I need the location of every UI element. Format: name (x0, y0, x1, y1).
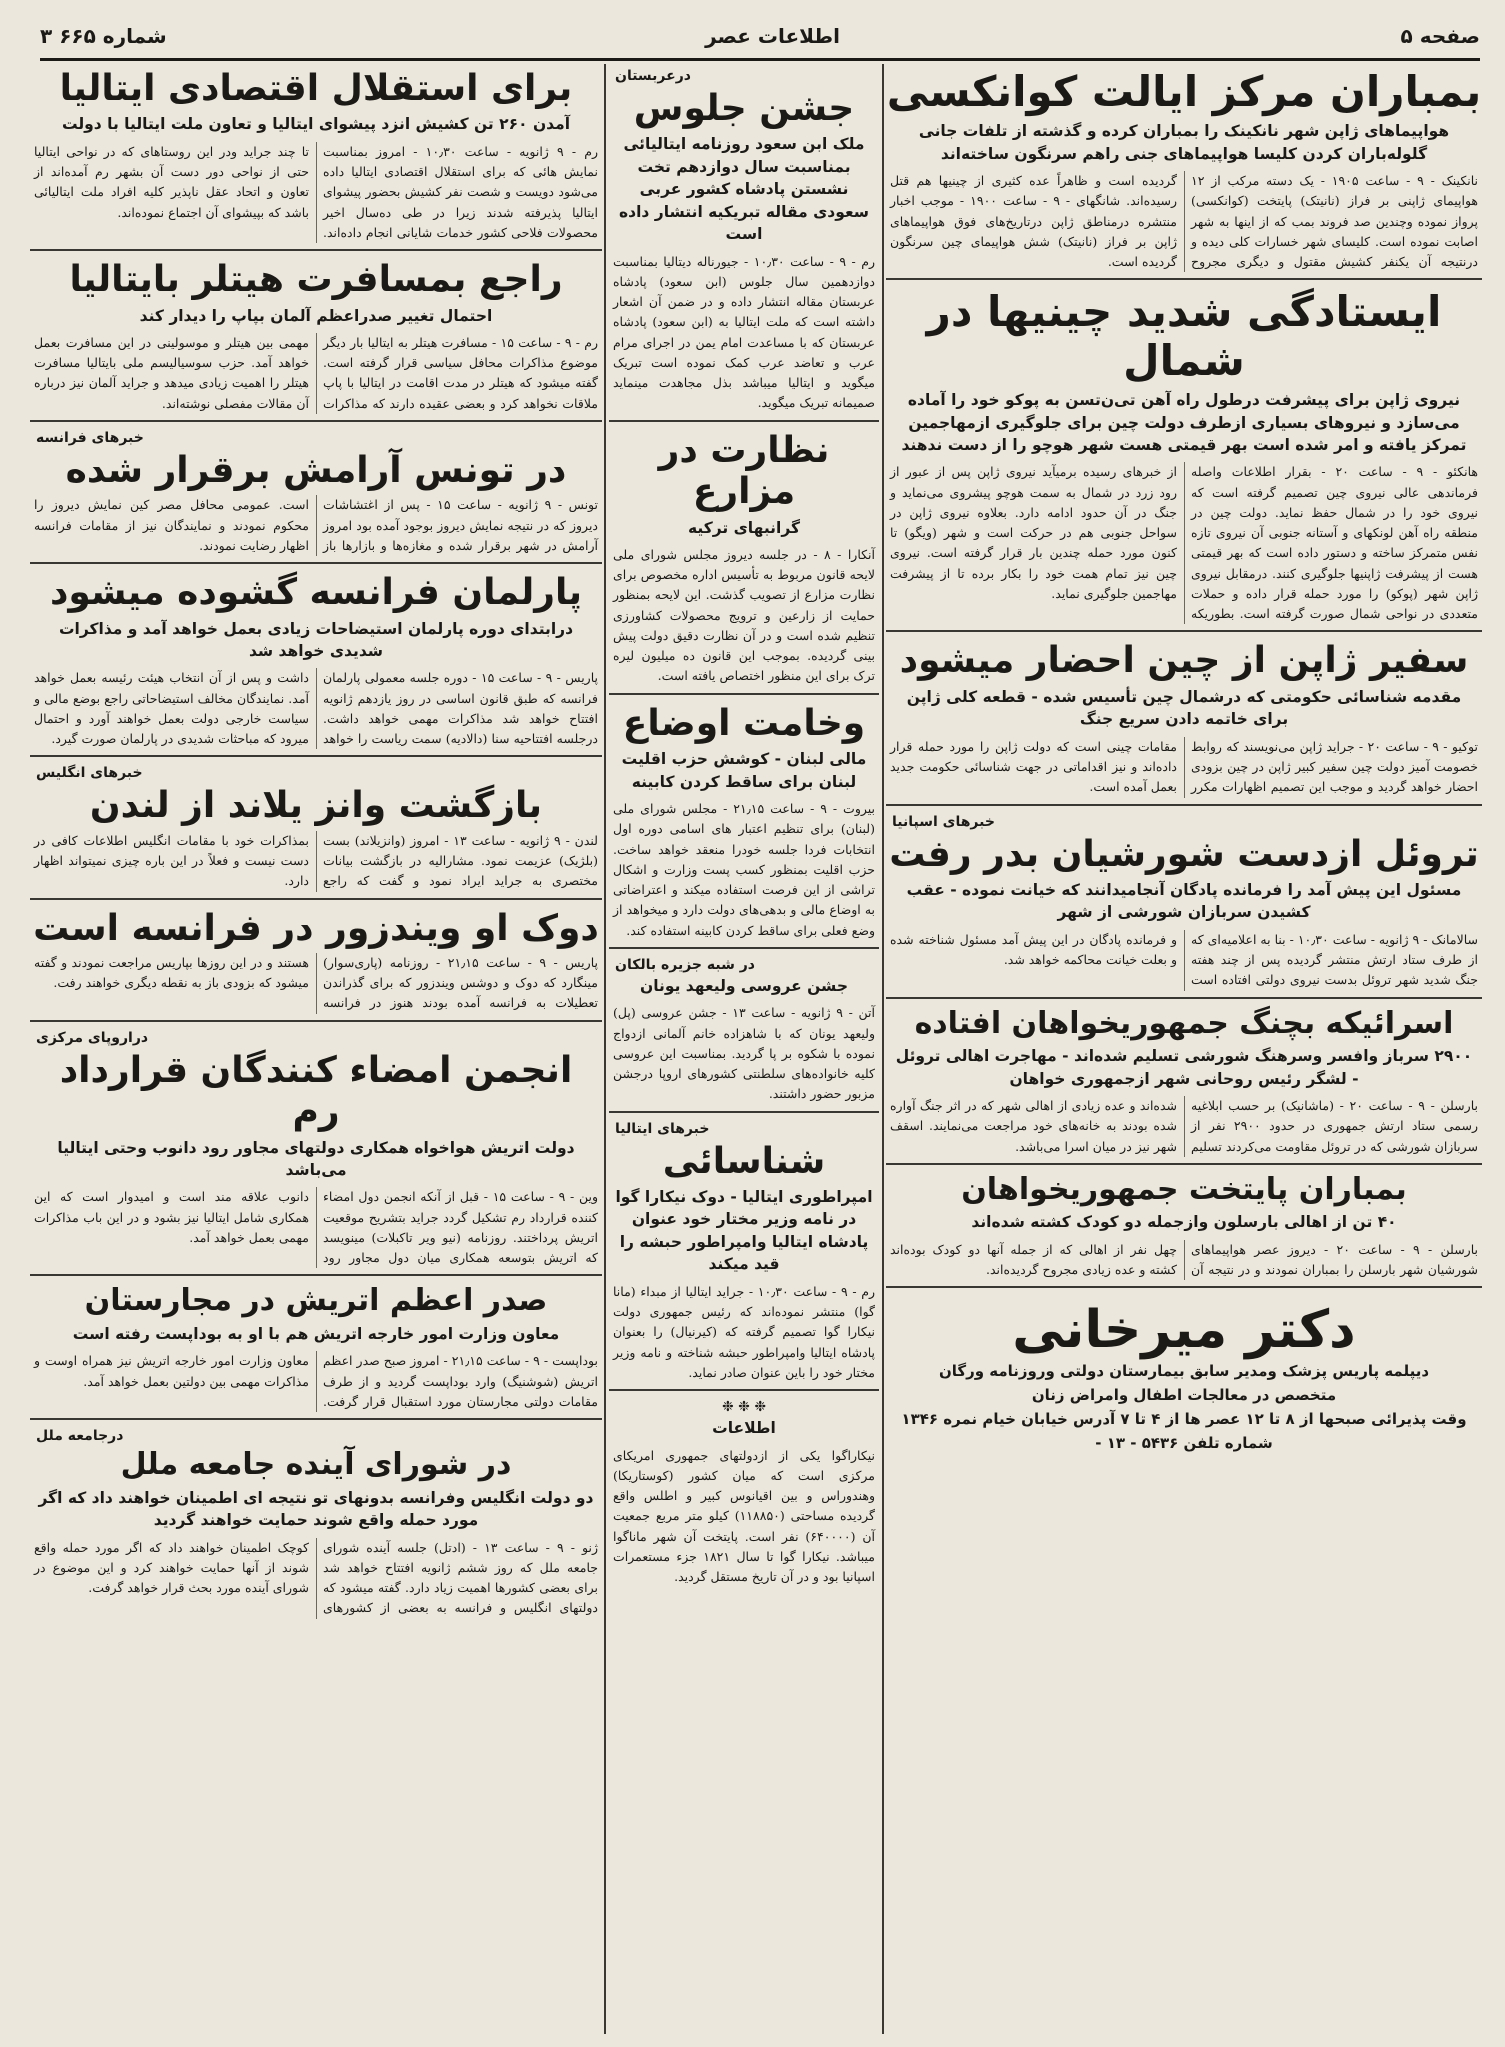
ad-line: شماره تلفن ۵۴۳۶ - ۱۳ - (1095, 1434, 1273, 1453)
ad-line: متخصص در معالجات اطفال وامراض زنان (1031, 1386, 1337, 1405)
subheadline: امپراطوری ایتالیا - دوک نیکارا گوا در نامه وزیر مختار خود عنوان پادشاه ایتالیا وامپراطور حبشه را قید میکند (615, 1187, 873, 1274)
headline: برای استقلال اقتصادی ایتالیا (59, 68, 573, 109)
headline: در تونس آرامش برقرار شده (65, 449, 567, 491)
subheadline: گرانبهای ترکیه (688, 518, 800, 537)
right-column (886, 64, 1482, 2034)
headline: نظارت در مزارع (658, 429, 830, 513)
article-tunis (30, 430, 602, 564)
article-body: نیکاراگوا یکی از ازدولتهای جمهوری امریکای مرکزی است که میان کشور (کوستاریکا) وهندوراس و بین اقیانوس کبیر و اطلس واقع گردیده مساحتی (۱۱۸۸۵۰) کیلو متر مربع جمعیت آن (۶۴۰۰۰۰) نفر است. پایتخت آن شهر ماناگوا میباشد. نیکارا گوا تا سال ۱۸۲۱ جزء مستعمرات اسپانیا بود و در آن تاریخ مستقل گردید. (613, 1447, 875, 1585)
article-body: بیروت - ۹ - ساعت ۲۱٫۱۵ - مجلس شورای ملی (لبنان) برای تنظیم اعتبار های اسامی دوره اول انتخابات فردا جلسه خودرا منعقد خواهد ساخت. حزب اقلیت بمنظور کسب پست وزارت و اشکال تراشی از این فرصت استفاده میکند و اعتراضاتی به اوضاع مالی و بدهی‌های دولت دارد و میخواهد از وضع فعلی برای ساقط کردن کابینه استفاده کند. (613, 801, 876, 938)
subheadline: دولت اتریش هواخواه همکاری دولتهای مجاور رود دانوب وحتی ایتالیا می‌باشد (57, 1138, 575, 1179)
subheadline: مالی لبنان - کوشش حزب اقلیت لبنان برای ساقط کردن کابینه (621, 750, 867, 791)
subheadline: هواپیماهای ژاپن شهر نانکینک را بمباران کرده و گذشته از تلفات جانی گلوله‌باران کردن کلیسا هواپیماهای جنی راهم سرنگون ساخته‌اند (918, 122, 1450, 163)
section-kicker: درعربستان (615, 68, 691, 84)
article-van-zeeland (30, 765, 602, 899)
ad-line: دیپلمه پاریس پزشک ومدیر سابق بیمارستان دولتی وروزنامه ورگان (938, 1362, 1430, 1381)
headline: تروئل ازدست شورشیان بدر رفت (889, 833, 1479, 875)
headline: بمباران مرکز ایالت کوانکسی (886, 67, 1482, 116)
article-prisoners (886, 1007, 1482, 1165)
article-italy-economy (30, 68, 602, 251)
headline: بازگشت وانز یلاند از لندن (89, 785, 543, 827)
headline: وخامت اوضاع (622, 702, 866, 744)
section-kicker: خبرهای انگلیس (36, 765, 143, 782)
subheadline: مقدمه شناسائی حکومتی که درشمال چین تأسیس شده - قطعه کلی ژاپن برای خاتمه دادن سریع جنگ (906, 687, 1462, 729)
subheadline: درابتدای دوره پارلمان استیضاحات زیادی بعمل خواهد آمد و مذاکرات شدیدی خواهد شد (58, 619, 574, 660)
article-league-of-nations (30, 1428, 602, 1624)
article-lebanon (609, 703, 879, 949)
article-body: پاریس - ۹ - ساعت ۲۱٫۱۵ - روزنامه (پاری‌سوار) مینگارد که دوک و دوشس ویندزور که برای گذراندن تعطیلات به فرانسه آمده بودند هنوز در فرانسه هستند و در این روزها بپاریس مراجعت نمودند و گفته میشود که بزودی باز به نقطه دیگری خواهند رفت. (34, 954, 598, 1011)
section-kicker: در شبه جزیره بالکان (615, 956, 755, 973)
headline: اطلاعات (712, 1419, 776, 1438)
article-body: وین - ۹ - ساعت ۱۵ - قبل از آنکه انجمن دول امضاء کننده قرارداد رم تشکیل گردد جراید بتشریح موقعیت اتریش پرداختند. روزنامه (نیو ویر تاکبلات) مینویسد که اتریش بتوسعه همکاری میان دول مجاور رود دانوب علاقه مند است و امیدوار است که این همکاری شامل ایتالیا نیز بشود و در این باب مذاکرات مهمی بعمل خواهد آمد. (34, 1189, 598, 1266)
middle-column (609, 64, 879, 2034)
article-body: نانکینک - ۹ - ساعت ۱۹۰۵ - یک دسته مرکب از ۱۲ هواپیمای ژاپنی بر فراز (نانیتک) پایتخت (کوانکسی) پرواز نموده وچندین صد فروند بمب که از اینها به شهر اصابت نموده است. کلیسای شهر خسارات کلی دیده و درنتیجه آن یکنفر کشیش مقتول و دیگری مجروح گردیده است و ظاهراً عده کثیری از چینیها هم قتل رسیده‌اند. شانگهای - ۹ - ساعت ۱۹۰۰ - موجب اخبار منتشره درمناطق ژاپن درتاریخ‌های فوق هواپیماهای ژاپن بر فراز (نانیتک) شش هواپیمای چین سرنگون گردیده است. (890, 173, 1478, 270)
headline: انجمن امضاء کنندگان قرارداد رم (59, 1049, 573, 1133)
headline: پارلمان فرانسه گشوده میشود (49, 572, 583, 614)
article-windsor (30, 908, 602, 1022)
article-chinese-resistance (886, 288, 1482, 632)
headline: اسرائیکه بچنگ جمهوریخواهان افتاده (914, 1005, 1454, 1041)
article-body: رم - ۹ - ساعت ۱۵ - مسافرت هیتلر به ایتالیا بار دیگر موضوع مذاکرات محافل سیاسی قرار گرفته است. گفته میشود که هیتلر در مدت اقامت در ایتالیا با پاپ ملاقات نخواهد کرد و بعضی عقیده دارند که مذاکرات مهمی بین هیتلر و موسولینی در این مسافرت بعمل خواهد آمد. حزب سوسیالیسم ملی بایتالیا مسافرت هیتلر را اهمیت زیادی میدهد و جراید آلمان نیز درباره آن مقالات مفصلی نوشته‌اند. (34, 334, 598, 411)
headline: سفیر ژاپن از چین احضار میشود (899, 640, 1469, 682)
article-body: تونس - ۹ ژانویه - ساعت ۱۵ - پس از اغتشاشات دیروز که در نتیجه نمایش دیروز بوجود آمده بود امروز آرامش در شهر برقرار شده و مغازه‌ها و بازارها باز است. عمومی محافل مصر کین نمایش دیروز را محکوم نمودند و نمایندگان نیز از مقامات فرانسه اظهار رضایت نمودند. (34, 497, 598, 553)
section-kicker: خبرهای اسپانیا (892, 813, 995, 830)
article-body: بارسلن - ۹ - ساعت ۲۰ - دیروز عصر هواپیماهای شورشیان شهر بارسلن را بمباران نمودند و در نتیجه آن چهل نفر از اهالی که از جمله آنها دو کودک بوده‌اند کشته و عده زیادی مجروح گردیده‌اند. (890, 1241, 1478, 1278)
article-austria-hungary (30, 1284, 602, 1420)
masthead (40, 18, 1480, 61)
subheadline: معاون وزارت امور خارجه اتریش هم با او به بوداپست رفته است (72, 1324, 560, 1343)
article-nicaragua-info (609, 1399, 879, 1593)
article-bombing-kwangsi (886, 68, 1482, 280)
newspaper-title: اطلاعات عصر (705, 24, 840, 48)
article-body: آتن - ۹ ژانویه - ساعت ۱۳ - جشن عروسی (پل) ولیعهد یونان که با شاهزاده خانم آلمانی ازدواج نموده با شکوه بر پا گردید. بمناسبت این عروسی کلیه خانواده‌های سلطنتی کشورهای اروپا درجشن مزبور حضور داشتند. (613, 1005, 876, 1102)
subheadline: آمدن ۲۶۰ تن کشیش انزد پیشوای ایتالیا و تعاون ملت ایتالیا با دولت (61, 115, 571, 134)
ad-line: وقت پذیرائی صبحها از ۸ تا ۱۲ عصر ها از ۴ تا ۷ آدرس خیابان خیام نمره ۱۳۴۶ (901, 1410, 1467, 1429)
subheadline: ۲۹۰۰ سرباز وافسر وسرهنگ شورشی تسلیم شده‌اند - مهاجرت اهالی تروئل - لشگر رئیس روحانی شهر ازجمهوری خواهان (895, 1047, 1473, 1088)
article-hitler-italy (30, 259, 602, 422)
article-farms (609, 430, 879, 695)
headline: بمباران پایتخت جمهوریخواهان (961, 1171, 1407, 1207)
article-coronation (609, 68, 879, 422)
section-kicker: دراروپای مرکزی (36, 1029, 149, 1046)
article-body: پاریس - ۹ - ساعت ۱۵ - دوره جلسه معمولی پارلمان فرانسه که طبق قانون اساسی در روز یازدهم ژانویه افتتاح خواهد شد مذاکرات مهمی خواهد داشت. درجلسه افتتاحیه سنا (دالادیه) سمت ریاست را خواهد داشت و پس از آن انتخاب هیئت رئیسه بعمل خواهد آمد. نمایندگان مخالف استیضاحاتی راجع بوضع مالی و سیاست خارجی دولت بعمل خواهند آورد و احتمال میرود که مباحثات شدیدی در پارلمان صورت گیرد. (34, 670, 598, 747)
article-body: سالامانک - ۹ ژانویه - ساعت ۱۰٫۳۰ - بنا به اعلامیه‌ای که از طرف ستاد ارتش منتشر گردیده پس از چند هفته جنگ شدید شهر تروئل بدست نیروی دولتی افتاده است و فرمانده پادگان در این پیش آمد مسئول شناخته شده و بعلت خیانت محاکمه خواهد شد. (890, 931, 1478, 988)
subheadline: ملک ابن سعود روزنامه ایتالیائی بمناسبت سال دوازدهم تخت نشستن پادشاه کشور عربی سعودی مقاله تبریکیه انتشار داده است (619, 135, 869, 244)
headline: جشن عروسی ولیعهد یونان (640, 976, 848, 995)
article-body: توکیو - ۹ - ساعت ۲۰ - جراید ژاپن می‌نویسند که روابط خصومت آمیز دولت چین سفیر کبیر ژاپن در چین بزودی احضار خواهد گردید و موجب این تصمیم اظهارات مکرر مقامات چینی است که دولت ژاپن را مورد حمله قرار داده‌اند و نیز اقداماتی در جهت شناسائی حکومت جدید بعمل آمده است. (890, 738, 1478, 795)
article-french-parliament (30, 572, 602, 757)
section-kicker: خبرهای ایتالیا (615, 1120, 710, 1137)
article-body: رم - ۹ - ساعت ۱۰٫۳۰ - جراید ایتالیا از مبداء (مانا گوا) منتشر نموده‌اند که رئیس جمهوری دولت نیکارا گوا تصمیم گرفته که (کیرنیال) را بعنوان پادشاه ایتالیا وامپراطور حبشه شناخته و نامه وزیر مختار خود را باین عنوان صادر نماید. (613, 1283, 875, 1380)
section-kicker: درجامعه ملل (36, 1428, 124, 1445)
article-barcelona-bombing (886, 1173, 1482, 1288)
headline: صدر اعظم اتریش در مجارستان (84, 1283, 548, 1319)
headline: راجع بمسافرت هیتلر بایتالیا (69, 259, 563, 301)
article-body: آنکارا - ۸ - در جلسه دیروز مجلس شورای ملی لایحه قانون مربوط به تأسیس اداره مخصوص برای نظارت مزارع از تصویب گذشت. این لایحه بمنظور حمایت از زارعین و ترویج محصولات کشاورزی تنظیم شده است و در آن نظارت دقیق دولت پیش بینی گردیده. بموجب این قانون ده میلیون لیره ترک برای این منظور اختصاص یافته است. (613, 546, 875, 684)
ornament: ❉ ❉ ❉ (721, 1399, 767, 1416)
section-kicker: خبرهای فرانسه (36, 429, 144, 446)
headline: دوک او ویندزور در فرانسه است (33, 907, 599, 949)
article-body: هانکئو - ۹ - ساعت ۲۰ - بقرار اطلاعات واصله فرماندهی عالی نیروی چین تصمیم گرفته است که نیروی خود را در شمال حفظ نماید. دولت چین در منطقه راه آهن لونکهای و آستانه جنوبی آن نیروی تازه نفس متمرکز ساخته و دستور داده است که بهر قیمتی هست از پیشرفت ژاپنیها جلوگیری کنند. درمقابل نیروی ژاپن شهر (پوکو) را مورد حمله قرار داده و حملات متعددی در نواحی شمال صورت گرفته است. بطوریکه از خبرهای رسیده برمیآید نیروی ژاپن پس از عبور از رود زرد در شمال به سمت هوچو پیشروی می‌نماید و جنگ در آن حدود ادامه دارد. بعلاوه نیروی ژاپن در سواحل جنوبی هم در حرکت است و شهر (ویگو) تا کنون مورد حمله چندین بار قرار گرفته است. نیروی چین نیز تمام همت خود را بکار برده تا از پیشرفت مهاجمین جلوگیری نماید. (890, 464, 1478, 622)
headline: ایستادگی شدید چینیها در شمال (926, 287, 1442, 385)
subheadline: احتمال تغییر صدراعظم آلمان بپاپ را دیدار کند (139, 306, 493, 325)
subheadline: مسئول این پیش آمد را فرمانده پادگان آنجامیدانند که خیانت نموده - عقب کشیدن سربازان شورشی از شهر (906, 880, 1462, 922)
article-recognition (609, 1121, 879, 1392)
ad-doctor-name: دکتر میرخانی (1012, 1300, 1356, 1361)
issue-number: شماره ۶۶۵ ۳ (40, 24, 167, 48)
subheadline: نیروی ژاپن برای پیشرفت درطول راه آهن تی‌ن‌تسن به پوکو خود را آماده می‌سازد و نیروهای بسیاری ازطرف دولت چین برای جلوگیری ازمهاجمین تمرکز یافته و امر شده است بهر قیمتی هست شهر هوچو را از دست ندهند (901, 391, 1467, 455)
subheadline: ۴۰ تن از اهالی بارسلون وازجمله دو کودک کشته شده‌اند (971, 1213, 1397, 1232)
article-body: بوداپست - ۹ - ساعت ۲۱٫۱۵ - امروز صبح صدر اعظم اتریش (شوشنیگ) وارد بوداپست گردید و از طرف مقامات دولتی مجارستان مورد استقبال قرار گرفت. معاون وزارت امور خارجه اتریش نیز همراه اوست و مذاکرات مهمی بین دولتین بعمل خواهد آمد. (34, 1353, 598, 1409)
article-body: ژنو - ۹ - ساعت ۱۳ - (ادتل) جلسه آینده شورای جامعه ملل که روز ششم ژانویه افتتاح خواهد شد برای بعضی کشورها اهمیت زیاد دارد. گفته میشود که دولتهای انگلیس و فرانسه به بعضی از کشورهای کوچک اطمینان خواهند داد که اگر مورد حمله واقع شوند از آنها حمایت خواهند کرد و این موضوع در شورای آینده مورد بحث قرار خواهد گرفت. (34, 1539, 598, 1616)
advertisement-doctor (886, 1296, 1482, 1461)
headline: جشن جلوس (633, 88, 855, 129)
article-body: بارسلن - ۹ - ساعت ۲۰ - (ماشانیک) بر حسب ابلاغیه رسمی ستاد ارتش جمهوری در حدود ۲۹۰۰ نفر از سربازان شورشی که در تروئل مقاومت می‌کردند تسلیم شده‌اند و عده زیادی از اهالی شهر که در اثر جنگ آواره شده بودند به خانه‌های خود مراجعت می‌نمایند. اسقف شهر نیز در میان اسرا می‌باشد. (890, 1098, 1479, 1154)
column-divider (604, 64, 606, 2034)
page-number: صفحه ۵ (1400, 24, 1480, 48)
article-teruel (886, 814, 1482, 999)
subheadline: دو دولت انگلیس وفرانسه بدونهای تو نتیجه ای اطمینان خواهند داد که اگر مورد حمله واقع شوند حمایت خواهند گردید (38, 1488, 594, 1530)
headline: شناسائی (662, 1140, 826, 1182)
article-body: رم - ۹ ژانویه - ساعت ۱۰٫۳۰ - امروز بمناسبت نمایش هائی که برای استقلال اقتصادی ایتالیا داده می‌شود دویست و شصت نفر کشیش بحضور پیشوای ایتالیا پذیرفته شدند زیرا در طی ده‌سال اخیر محصولات فلاحی کشور خدمات شایانی انجام داده‌اند. تا چند جراید ودر این روستاهای که در نواحی ایتالیا حتی از نواحی دور دست آن بشهر رم آمده‌اند از تعاون و اتحاد عقل ناپذیر کلیه افراد ملت ایتالیائی باشد که بپیشوای آن اجتماع نموده‌اند. (34, 143, 598, 240)
article-rome-protocol (30, 1030, 602, 1277)
left-column (30, 64, 602, 2034)
column-divider (882, 64, 884, 2034)
headline: در شورای آینده جامعه ملل (120, 1447, 512, 1483)
article-greek-wedding (609, 957, 879, 1113)
article-body: رم - ۹ - ساعت ۱۰٫۳۰ - جیورناله دیتالیا بمناسبت دوازدهمین سال جلوس (ابن سعود) پادشاه عربستان مقاله انتشار داده و در ضمن آن اشعار داشته است که ملت ایتالیا به (ابن سعود) پادشاه عربستان که با مساعدت امام یمن در اجرای مرام عرب و تعاضد عرب کمک نموده است تبریک میگوید و ایتالیا میباشد بذل مجاهدت مینماید صمیمانه تبریک میگوید. (613, 253, 875, 411)
article-japan-ambassador (886, 640, 1482, 805)
article-body: لندن - ۹ ژانویه - ساعت ۱۳ - امروز (وانزیلاند) بست (بلژیک) عزیمت نمود. مشارالیه در بازگشت بیانات مختصری به جراید ایراد نمود و گفت که راجع بمذاکرات خود با مقامات انگلیس اطلاعات کافی در دست نیست و فعلاً در این باره چیزی نمیتواند اظهار دارد. (34, 832, 598, 889)
